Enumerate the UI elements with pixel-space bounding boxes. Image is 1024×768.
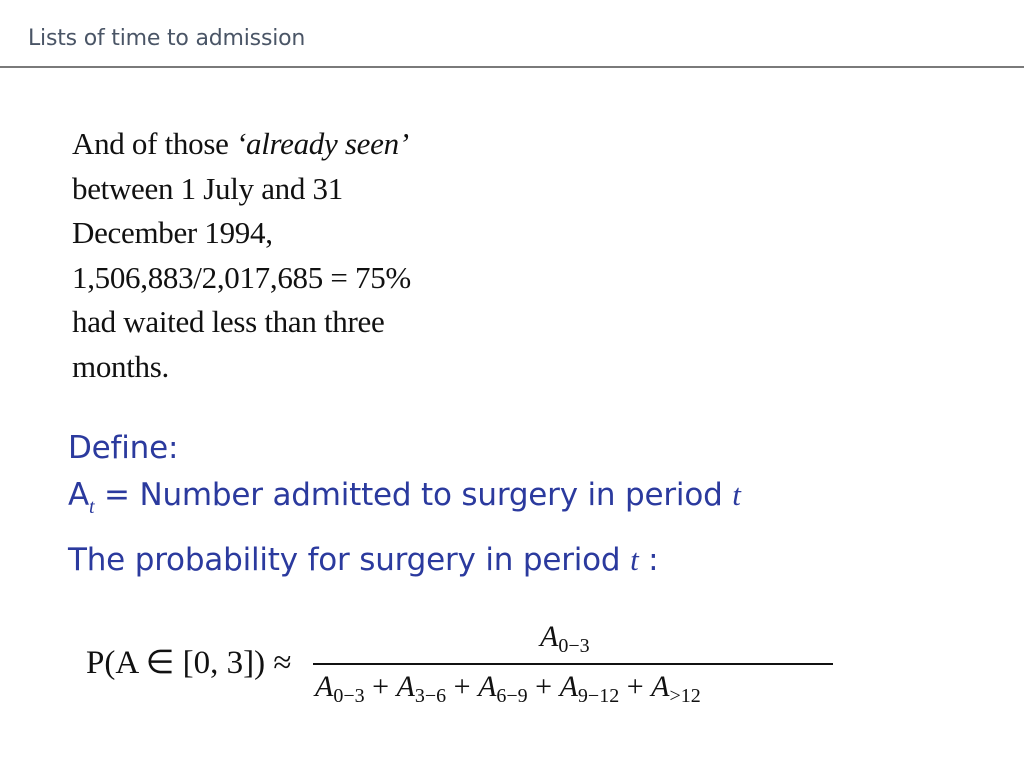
numerator-symbol: A xyxy=(540,620,559,653)
plus-operator: + xyxy=(527,670,560,703)
formula-numerator xyxy=(540,620,590,658)
quote-italic-phrase: ‘already seen’ xyxy=(236,126,409,161)
quote-line-1 xyxy=(72,122,411,167)
term-subscript: 9−12 xyxy=(577,685,620,707)
plus-operator: + xyxy=(619,670,652,703)
quote-line-1-prefix: And of those xyxy=(72,126,236,161)
quoted-text-excerpt xyxy=(72,122,411,389)
definition-symbol: A xyxy=(68,477,90,513)
plus-operator: + xyxy=(446,670,479,703)
term-symbol: A xyxy=(396,670,415,703)
definition-subscript: t xyxy=(89,496,95,518)
numerator-subscript: 0−3 xyxy=(558,635,590,657)
quote-line-6: months. xyxy=(72,348,169,384)
quote-line-4: 1,506,883/2,017,685 = 75% xyxy=(72,259,411,295)
term-symbol: A xyxy=(478,670,497,703)
term-subscript: 0−3 xyxy=(333,685,365,707)
plus-operator: + xyxy=(364,670,397,703)
title-divider xyxy=(0,66,1024,68)
fraction-bar xyxy=(313,663,833,665)
quote-line-5: had waited less than three xyxy=(72,304,385,339)
denominator-term xyxy=(315,670,365,707)
term-symbol: A xyxy=(651,670,670,703)
formula-denominator xyxy=(315,670,701,708)
probability-formula xyxy=(80,618,840,718)
definition-line xyxy=(68,477,741,518)
term-symbol: A xyxy=(315,670,334,703)
term-subscript: 6−9 xyxy=(496,685,528,707)
define-label: Define: xyxy=(68,430,179,466)
definition-text: = Number admitted to surgery in period xyxy=(104,477,733,513)
term-symbol: A xyxy=(559,670,578,703)
probability-text: The probability for surgery in period xyxy=(68,542,631,578)
probability-variable: t xyxy=(630,542,639,577)
term-subscript: 3−6 xyxy=(414,685,447,707)
denominator-term xyxy=(478,670,528,707)
probability-statement xyxy=(68,542,658,578)
denominator-term xyxy=(559,670,620,707)
quote-line-3: December 1994, xyxy=(72,215,273,250)
term-subscript: >12 xyxy=(669,685,701,707)
denominator-term xyxy=(396,670,447,707)
quote-line-2: between 1 July and 31 xyxy=(72,170,343,206)
formula-lhs: P(A ∈ [0, 3]) ≈ xyxy=(86,645,292,681)
denominator-term xyxy=(651,670,701,707)
slide-title: Lists of time to admission xyxy=(28,26,306,51)
definition-period-variable: t xyxy=(732,477,741,512)
probability-suffix: : xyxy=(638,542,659,578)
